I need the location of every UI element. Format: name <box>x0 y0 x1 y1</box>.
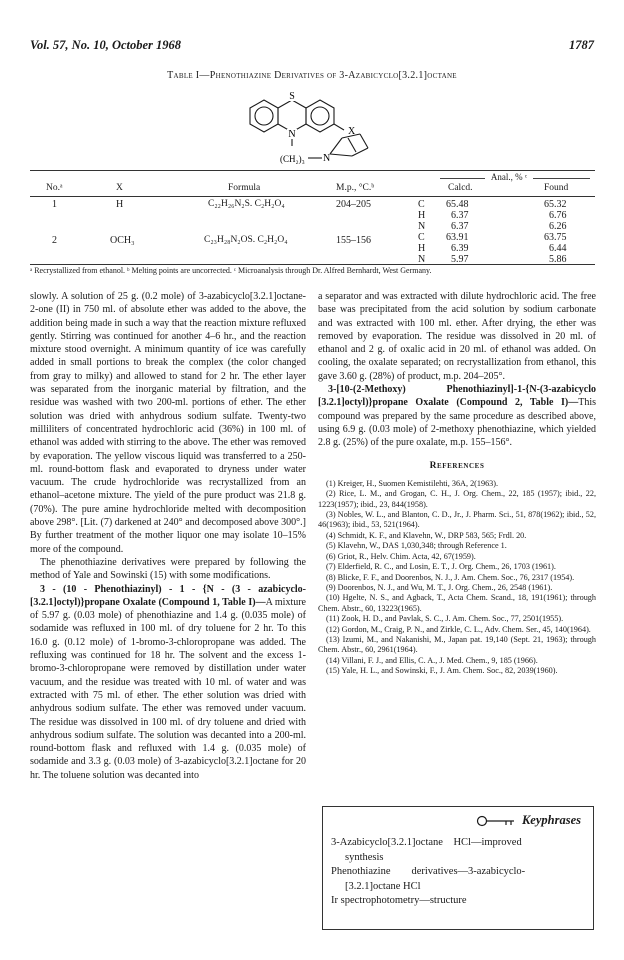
right-ring-circle <box>311 107 329 125</box>
th-found: Found <box>544 183 569 193</box>
table-footnote: ᵃ Recrystallized from ethanol. ᵇ Melting points are uncorrected. ᶜ Microanalysis through Dr. Alfred Bernhardt, West Germany. <box>30 266 432 275</box>
sulfur-label: S <box>289 91 295 102</box>
row1-x: H <box>116 199 124 210</box>
reference-item: (14) Villani, F. J., and Ellis, C. A., J. Med. Chem., 9, 185 (1966). <box>326 655 538 665</box>
row2-calcd-c: 63.91 <box>446 232 469 243</box>
row2-found-c: 63.75 <box>544 232 567 243</box>
row2-element-n: N <box>418 254 426 265</box>
row2-no: 2 <box>52 235 57 246</box>
volume-issue: Vol. 57, No. 10, October 1968 <box>30 38 182 52</box>
right-text-column <box>318 290 596 677</box>
row1-element-h: H <box>418 210 426 221</box>
reference-item: (9) Doorenbos, N. J., and Wu, M. T., J. Org. Chem., 26, 2548 (1961). <box>326 582 553 592</box>
row2-element-c: C <box>418 232 425 243</box>
central-ring <box>278 100 306 132</box>
compound2-text: This compound was prepared by the same procedure as described above, using 6.9 g. (0.03 mole) of 2-methoxy phenothiazine, which yielded 2.8 g. (25%) of the pure oxalate, m.p. 155–156°. <box>318 397 596 449</box>
reference-item: (7) Elderfield, R. C., and Losin, E. T., J. Org. Chem., 26, 1703 (1961). <box>326 562 556 572</box>
reference-item: (4) Schmidt, K. F., and Klavehn, W., DRP 583, 565; Frdl. 20. <box>326 530 527 540</box>
th-no: No.ᵃ <box>46 183 63 193</box>
x-substituent-label: X <box>348 126 356 137</box>
th-formula: Formula <box>228 183 261 193</box>
left-paragraph: The phenothiazine derivatives were prepared by following the method of Yale and Sowinski (15) with some modifications. <box>30 556 306 582</box>
row2-calcd-h: 6.39 <box>451 243 469 254</box>
propyl-chain-label: (CH₂)₃ <box>280 154 305 164</box>
reference-item: (15) Yale, H. L., and Sowinski, F., J. Am. Chem. Soc., 82, 2039(1960). <box>326 666 558 676</box>
reference-item: (1) Kreiger, H., Suomen Kemistilehti, 36A, 2(1963). <box>326 478 499 488</box>
row2-mp: 155–156 <box>336 235 371 246</box>
row1-found-h: 6.76 <box>549 210 567 221</box>
anal-header: Anal., % ᶜ <box>485 172 533 182</box>
reference-item: (8) Blicke, F. F., and Doorenbos, N. J., J. Am. Chem. Soc., 76, 2317 (1954). <box>326 572 575 582</box>
row1-calcd-c: 65.48 <box>446 199 469 210</box>
bicyclic-nitrogen-label: N <box>323 153 331 164</box>
row1-found-c: 65.32 <box>544 199 567 210</box>
keyphrase-line: 3-Azabicyclo[3.2.1]octane HCl—improved <box>331 837 522 848</box>
reference-item: (13) Izumi, M., and Nakanishi, M., Japan pat. 19,140 (Sept. 21, 1963); through Chem. Abstr., 60, 2961(1964). <box>318 634 596 655</box>
row2-element-h: H <box>418 243 426 254</box>
th-x: X <box>116 183 123 193</box>
keyphrase-line: Ir spectrophotometry—structure <box>331 895 467 906</box>
row2-x: OCH₃ <box>110 235 135 246</box>
x-bond <box>334 124 344 130</box>
keyphrase-line: synthesis <box>345 851 384 863</box>
keyphrase-line: Phenothiazine derivatives—3-azabicyclo- <box>331 866 526 877</box>
row2-formula: C₂₃H₂₈N₂OS. C₂H₂O₄ <box>204 235 288 245</box>
references-title: References <box>429 460 485 471</box>
reference-item: (10) Hgelte, N. S., and Agback, T., Acta Chem. Scand., 18, 191(1961); through Chem. Abstr., 60, 13223(1965). <box>318 593 596 613</box>
compound1-paragraph <box>30 583 306 782</box>
reference-item: (12) Gordon, M., Craig, P. N., and Zirkle, C. L., Adv. Chem. Ser., 45, 140(1964). <box>326 624 591 634</box>
page-number: 1787 <box>569 38 594 52</box>
keyphrases-header <box>331 813 581 828</box>
row1-formula: C₂₂H₂₆N₂S. C₂H₂O₄ <box>208 199 285 209</box>
row1-element-n: N <box>418 221 426 232</box>
ring-nitrogen-label: N <box>288 129 296 140</box>
left-text-column <box>30 290 306 782</box>
reference-item: (3) Nobles, W. L., and Blanton, C. D., Jr., J. Pharm. Sci., 51, 878(1962); ibid., 52, 46(1963); ibid., 53, 521(1964). <box>318 510 596 530</box>
keyphrases-box <box>322 806 594 930</box>
row1-calcd-h: 6.37 <box>451 210 469 221</box>
references-list <box>318 479 596 677</box>
key-icon <box>476 815 516 827</box>
row2-found-h: 6.44 <box>549 243 567 254</box>
compound1-text: A mixture of 5.97 g. (0.03 mole) of phenothiazine and 1.4 g. (0.035 mole) of sodamide was refluxed in 100 ml. of dry toluene for 2 hr. To this 16.0 g. (0.12 mole) of 1-bromo-3-chloropropane was added. The refluxing was continued for 18 hr. The solvent and the excess 1-bromo-3-chloropropane were removed by distillation under water vacuum, and the residue was treated with 10 ml. of water and was extracted with 75 ml. of ether. The ether solution was dried with anhydrous sodium sulfate. The ether was removed under vacuum. The residue was dissolved in 100 ml. of dry toluene and dried with anhydrous sodium sulfate. The solution was decanted into a 200-ml. round-bottom flask and refluxed with 1.4 g. (0.035 mole) of sodamide and 3.3 g. (0.03 mole) of 3-azabicyclo[3.2.1]octane for 20 hr. The toluene solution was decanted into <box>30 596 306 781</box>
row1-found-n: 6.26 <box>549 221 567 232</box>
compound2-paragraph <box>318 383 596 449</box>
row1-no: 1 <box>52 199 57 210</box>
reference-item: (11) Zook, H. D., and Pavlak, S. C., J. Am. Chem. Soc., 77, 2501(1955). <box>326 614 564 624</box>
th-mp: M.p., °C.ᵇ <box>336 183 375 193</box>
compound1-heading: 3 - (10 - Phenothiazinyl) - 1 - {N - (3 - azabicyclo-[3.2.1]octyl)}propane Oxalate (Compound 1, Table I)— <box>30 583 306 608</box>
left-benzene-ring <box>250 100 278 132</box>
row1-mp: 204–205 <box>336 199 371 210</box>
reference-item: (2) Rice, L. M., and Grogan, C. H., J. Org. Chem., 22, 185 (1957); ibid., 22, 1223(1957); ibid., 23, 844(1958). <box>318 489 596 509</box>
row1-calcd-n: 6.37 <box>451 221 469 232</box>
keyphrases-title: Keyphrases <box>521 813 581 827</box>
table-header-rule <box>30 196 595 197</box>
keyphrase-line: [3.2.1]octane HCl <box>345 880 421 892</box>
compound2-heading: 3-[10-(2-Methoxy) Phenothiazinyl]-1-{N-(3-azabicyclo [3.2.1]octyl)}propane Oxalate (Compound 2, Table I)— <box>318 384 596 409</box>
left-paragraph: slowly. A solution of 25 g. (0.2 mole) of 3-azabicyclo[3.2.1]octane-2-one (II) in 750 ml. of absolute ether was added to the above, the addition being made in such a way that the reaction mixture refluxed gently. Stirring was continued for another 4–6 hr., and the reaction mixture stood overnight. A minimum quantity of ice was carefully added in small portions to break the complex (the color changed from gray to milky) and allowed to stand for 2 hr. The ether layer was separated from the inorganic material by filtration, and the residue was washed with two 200-ml. portions of ether. The ether solution was dried with anhydrous sodium sulfate. Twenty-two milliliters of concentrated hydrochloric acid (36%) in 100 ml. of ethanol was added with stirring to the above. The ether was removed by evaporation. The yellow viscous liquid was transferred to a 250-ml. round-bottom flask and evaporated to dryness under water vacuum. The crude hydrochloride was recrystallized from an ethanol–acetone mixture. The yield of the pure product was 21.8 g. (70%). The pure amine hydrochloride melted with decomposition above 298°. [Lit. (7) darkened at 240° and decomposed above 300°.] By further treatment of the mother liquor one may isolate 10–15% more of the compound. <box>30 291 306 555</box>
right-benzene-ring <box>306 100 334 132</box>
phenothiazine-structure-diagram <box>236 86 396 168</box>
right-paragraph: a separator and was extracted with dilute hydrochloric acid. The free base was precipitated from the acid solution by sodium carbonate and was extracted with 100 ml. ether. After drying, the ether was removed by evaporation. The residue was dissolved in 20 ml. of ethanol and 2 g. of oxalic acid in 20 ml. of ethanol was added. On cooling, the oxalate separated; on recrystallization from ethanol, this gave 3.60 g. (28%) of product, m.p. 204–205°. <box>318 291 596 382</box>
row2-found-n: 5.86 <box>549 254 567 265</box>
reference-item: (5) Klavehn, W., DAS 1,030,348; through Reference 1. <box>326 541 507 551</box>
table-title: Table I—Phenothiazine Derivatives of 3-Azabicyclo[3.2.1]octane <box>167 70 457 81</box>
table-top-rule <box>30 170 595 171</box>
reference-item: (6) Griot, R., Helv. Chim. Acta, 42, 67(1959). <box>326 551 476 561</box>
left-ring-circle <box>255 107 273 125</box>
row1-element-c: C <box>418 199 425 210</box>
th-calcd: Calcd. <box>448 183 473 193</box>
row2-calcd-n: 5.97 <box>451 254 469 265</box>
